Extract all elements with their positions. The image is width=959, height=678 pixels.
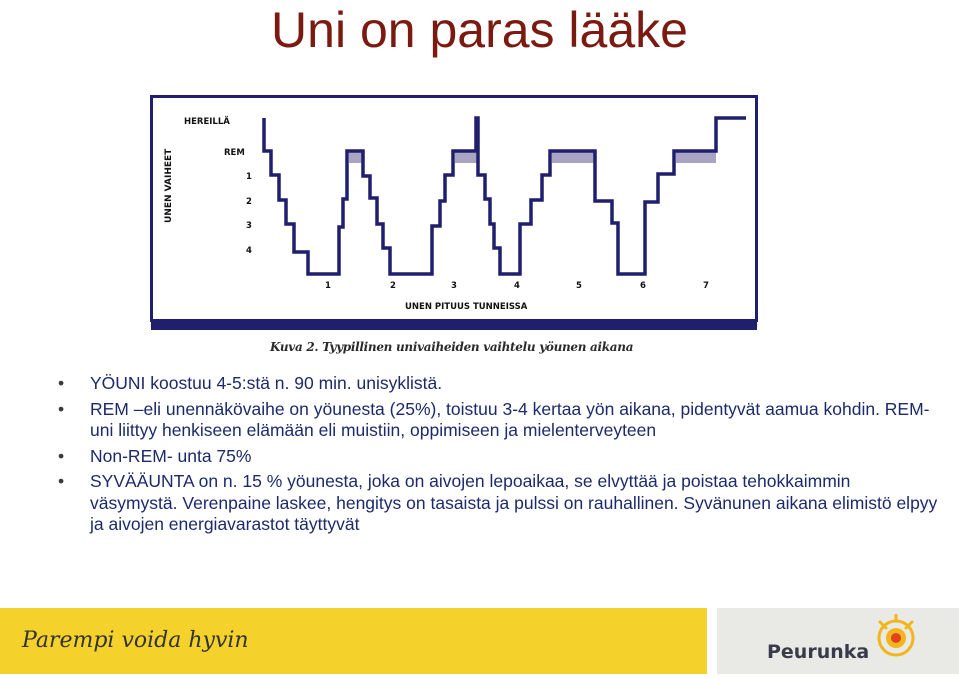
stage-label-1: 1 — [246, 172, 252, 182]
page-title: Uni on paras lääke — [271, 2, 688, 58]
rem-period-2 — [455, 151, 477, 163]
rem-period-4 — [676, 151, 716, 163]
sleep-stages-diagram — [150, 95, 758, 331]
stage-label-rem: REM — [224, 148, 245, 158]
hour-label-4: 4 — [514, 281, 520, 291]
sun-logo-icon — [872, 614, 918, 662]
y-axis-title: UNEN VAIHEET — [164, 148, 174, 223]
hour-label-2: 2 — [390, 281, 396, 291]
footer-slogan: Parempi voida hyvin — [22, 628, 249, 653]
figure-caption: Kuva 2. Tyypillinen univaiheiden vaihtelu yöunen aikana — [270, 340, 634, 354]
stage-label-awake: HEREILLÄ — [184, 117, 230, 127]
bullet-list — [58, 373, 938, 540]
rem-period-3 — [552, 151, 594, 163]
bullet-item: • SYVÄÄUNTA on n. 15 % yöunesta, joka on aivojen lepoaikaa, se elvyttää ja poistaa tehokkaimmin väsymystä. Verenpaine laskee, hengitys on tasaista ja pulssi on rauhallinen. Syvänunen aikana elimistö elpyy ja aivojen energiavarastot täyttyvät — [58, 471, 938, 536]
bullet-item: • YÖUNI koostuu 4-5:stä n. 90 min. unisyklistä. — [58, 373, 938, 395]
bullet-item: • REM –eli unennäkövaihe on yöunesta (25%), toistuu 3-4 kertaa yön aikana, pidentyvät aamua kohdin. REM-uni liittyy henkiseen elämään eli muistiin, oppimiseen ja mielenterveyteen — [58, 399, 938, 442]
sleep-stage-line — [264, 118, 746, 274]
x-axis-title: UNEN PITUUS TUNNEISSA — [405, 302, 528, 312]
stage-label-2: 2 — [246, 197, 252, 207]
stage-label-4: 4 — [246, 246, 252, 256]
brand-name: Peurunka — [767, 641, 870, 663]
hour-label-6: 6 — [640, 281, 646, 291]
footer-slogan-bar — [0, 608, 707, 674]
hour-label-5: 5 — [576, 281, 582, 291]
footer-brand-panel — [717, 608, 959, 674]
hour-label-1: 1 — [325, 281, 331, 291]
diagram-bottom-bar — [151, 319, 757, 330]
hour-label-3: 3 — [451, 281, 457, 291]
bullet-item: • Non-REM- unta 75% — [58, 446, 938, 468]
stage-label-3: 3 — [246, 221, 252, 231]
hour-label-7: 7 — [703, 281, 709, 291]
rem-period-1 — [349, 151, 362, 163]
